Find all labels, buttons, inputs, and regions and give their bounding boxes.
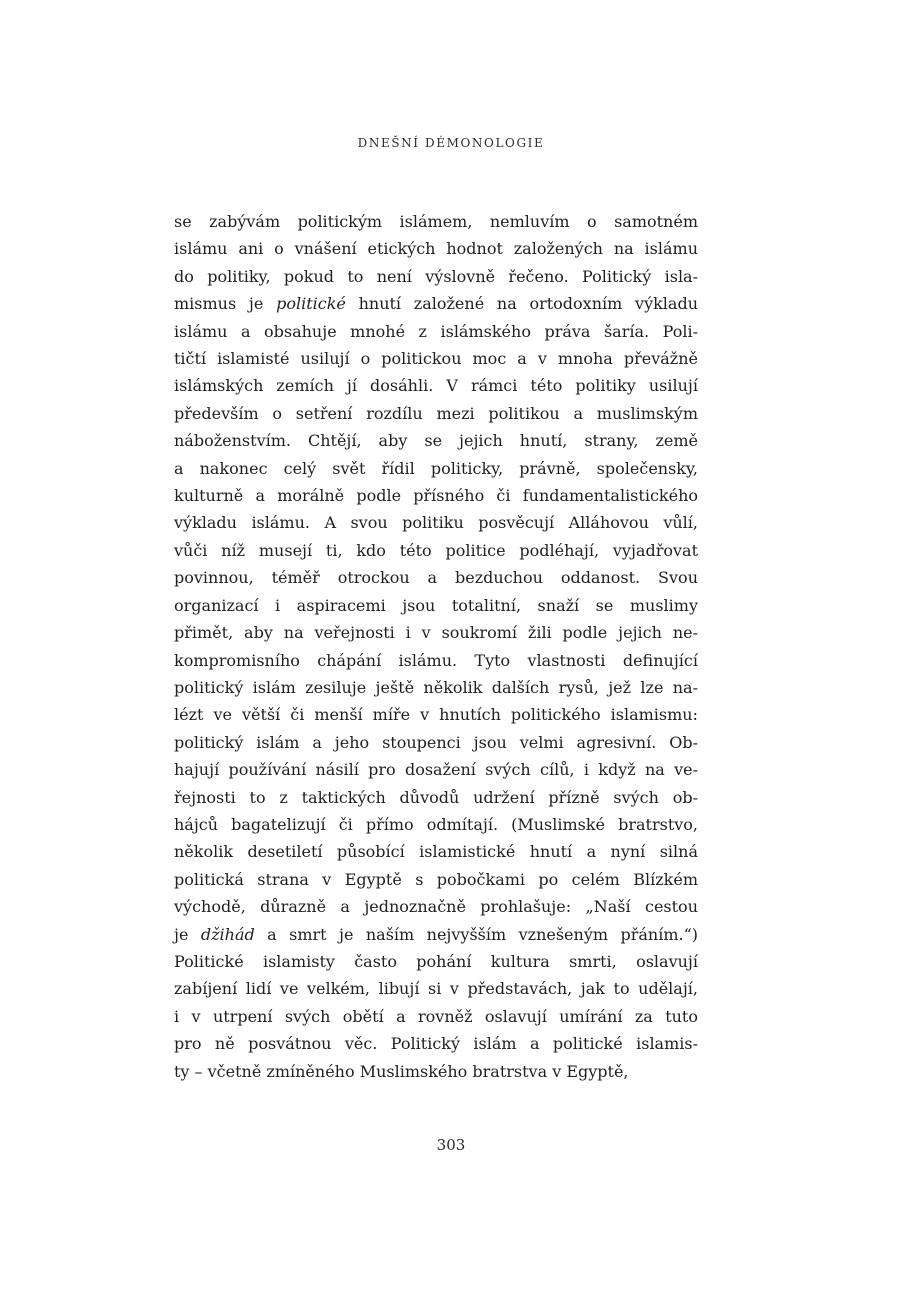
text-line: politická strana v Egyptě s pobočkami po celém Blízkém [174, 869, 698, 889]
text-line: povinnou, téměř otrockou a bezduchou oddanost. Svou [174, 568, 698, 588]
text-line: lézt ve větší či menší míře v hnutích politického islamismu: [174, 705, 698, 725]
page-number: 303 [436, 1136, 466, 1154]
text-line: organizací i aspiracemi jsou totalitní, snaží se muslimy [174, 595, 698, 615]
running-head: DNEŠNÍ DÉMONOLOGIE [357, 136, 545, 150]
text-line: náboženstvím. Chtějí, aby se jejich hnutí, strany, země [174, 431, 698, 451]
text-line: kompromisního chápání islámu. Tyto vlastnosti definující [174, 650, 698, 670]
body-text [174, 208, 698, 1085]
text-line: do politiky, pokud to není výslovně řečeno. Politický isla- [174, 266, 698, 286]
text-line: se zabývám politickým islámem, nemluvím o samotném [174, 212, 698, 231]
text-line: výkladu islámu. A svou politiku posvěcují Alláhovou vůlí, [174, 513, 698, 533]
text-line: mismus je politické hnutí založené na ortodoxním výkladu [174, 294, 698, 314]
text-line: hajují používání násilí pro dosažení svých cílů, i když na ve- [174, 760, 698, 780]
text-line: přimět, aby na veřejnosti i v soukromí žili podle jejich ne- [174, 623, 698, 643]
text-line: řejnosti to z taktických důvodů udržení přízně svých ob- [174, 787, 698, 807]
text-line: i v utrpení svých obětí a rovněž oslavují umírání za tuto [174, 1006, 698, 1026]
text-line: a nakonec celý svět řídil politicky, právně, společensky, [174, 458, 698, 478]
text-line: pro ně posvátnou věc. Politický islám a politické islamis- [174, 1034, 698, 1054]
text-line: vůči níž musejí ti, kdo této politice podléhají, vyjadřovat [174, 540, 698, 560]
text-line: především o setření rozdílu mezi politikou a muslimským [174, 403, 698, 423]
text-line: politický islám zesiluje ještě několik dalších rysů, jež lze na- [174, 677, 698, 697]
text-line: kulturně a morálně podle přísného či fundamentalistického [174, 486, 698, 506]
text-line: je džihád a smrt je naším nejvyšším vznešeným přáním.“) [174, 924, 698, 944]
text-line: islámu a obsahuje mnohé z islámského práva šaría. Poli- [174, 321, 698, 341]
text-line: politický islám a jeho stoupenci jsou velmi agresivní. Ob- [174, 732, 698, 752]
text-line: islámu ani o vnášení etických hodnot založených na islámu [174, 239, 698, 259]
text-line: několik desetiletí působící islamistické hnutí a nyní silná [174, 842, 698, 862]
text-line: východě, důrazně a jednoznačně prohlašuje: „Naší cestou [174, 897, 698, 917]
text-line: Politické islamisty často pohání kultura smrti, oslavují [174, 951, 698, 971]
text-line: ty – včetně zmíněného Muslimského bratrstva v Egyptě, [174, 1061, 629, 1081]
text-line: hájců bagatelizují či přímo odmítají. (Muslimské bratrstvo, [174, 814, 698, 834]
text-line: tičtí islamisté usilují o politickou moc a v mnoha převážně [174, 349, 698, 369]
text-line: zabíjení lidí ve velkém, libují si v představách, jak to udělají, [174, 979, 698, 999]
text-line: islámských zemích jí dosáhli. V rámci této politiky usilují [174, 376, 698, 396]
